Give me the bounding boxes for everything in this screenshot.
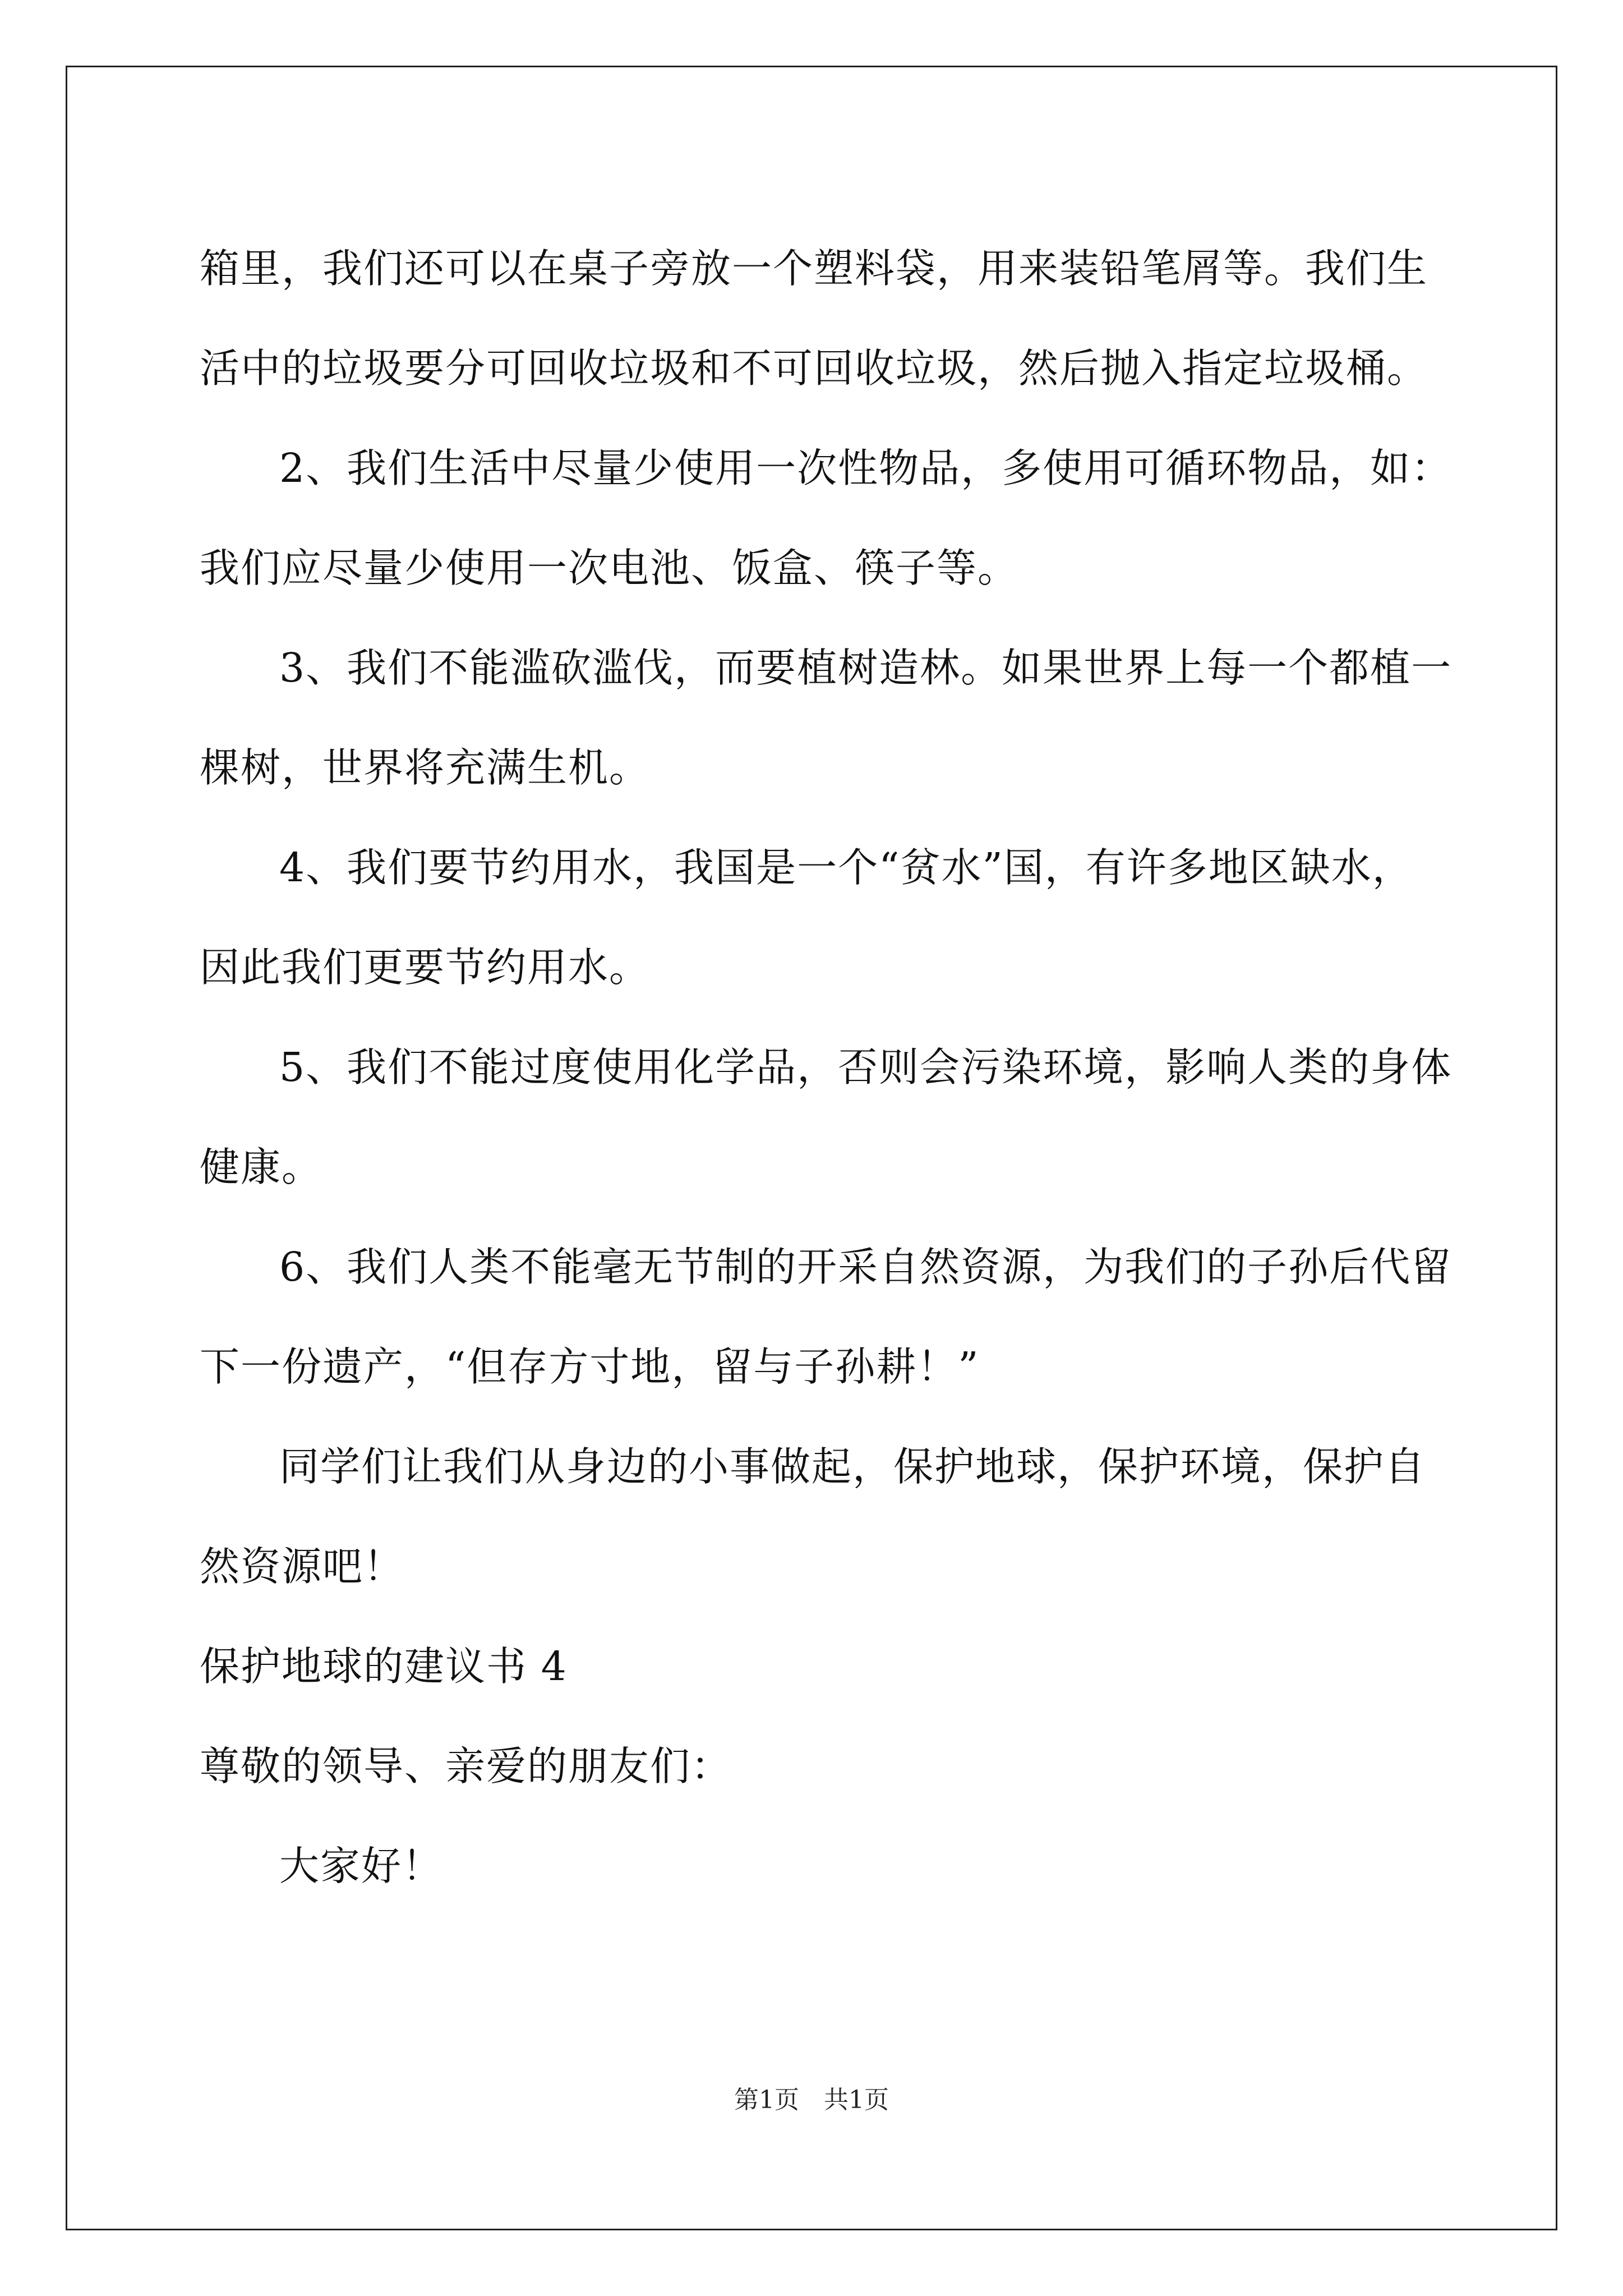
text-line: 4、我们要节约用水，我国是一个“贫水”国，有许多地区缺水， xyxy=(279,844,1413,891)
greeting xyxy=(200,1816,1428,1916)
section-heading xyxy=(200,1617,1428,1717)
heading-text: 保护地球的建议书 4 xyxy=(200,1643,568,1690)
salutation xyxy=(200,1717,1428,1816)
paragraph-item-3 xyxy=(200,618,1453,818)
text-line: 活中的垃圾要分可回收垃圾和不可回收垃圾，然后抛入指定垃圾桶。 xyxy=(200,345,1428,392)
text-line: 箱里，我们还可以在桌子旁放一个塑料袋，用来装铅笔屑等。我们生 xyxy=(200,245,1428,292)
text-line: 6、我们人类不能毫无节制的开采自然资源，为我们的子孙后代留 xyxy=(279,1244,1453,1290)
text-line: 大家好！ xyxy=(279,1843,444,1889)
text-line: 因此我们更要节约用水。 xyxy=(200,944,651,991)
text-line: 3、我们不能滥砍滥伐，而要植树造林。如果世界上每一个都植一 xyxy=(279,645,1453,691)
paragraph-item-5 xyxy=(200,1018,1453,1217)
text-line: 尊敬的领导、亲爱的朋友们： xyxy=(200,1743,732,1789)
text-line: 我们应尽量少使用一次电池、饭盒、筷子等。 xyxy=(200,545,1019,591)
text-line: 然资源吧！ xyxy=(200,1543,405,1590)
document-body xyxy=(200,219,1453,1916)
text-line: 健康。 xyxy=(200,1144,323,1190)
page-footer: 第1页 共1页 xyxy=(734,2086,889,2114)
paragraph-closing xyxy=(200,1417,1428,1617)
paragraph-item-2 xyxy=(200,418,1453,618)
text-line: 下一份遗产，“但存方寸地，留与子孙耕！” xyxy=(200,1343,980,1390)
text-line: 棵树，世界将充满生机。 xyxy=(200,744,651,791)
text-line: 5、我们不能过度使用化学品，否则会污染环境，影响人类的身体 xyxy=(279,1044,1453,1091)
text-line: 同学们让我们从身边的小事做起，保护地球，保护环境，保护自 xyxy=(279,1443,1426,1490)
text-line: 2、我们生活中尽量少使用一次性物品，多使用可循环物品，如： xyxy=(279,445,1453,491)
paragraph-item-4 xyxy=(200,818,1428,1018)
paragraph-item-6 xyxy=(200,1217,1453,1417)
paragraph-continuation xyxy=(200,219,1428,418)
